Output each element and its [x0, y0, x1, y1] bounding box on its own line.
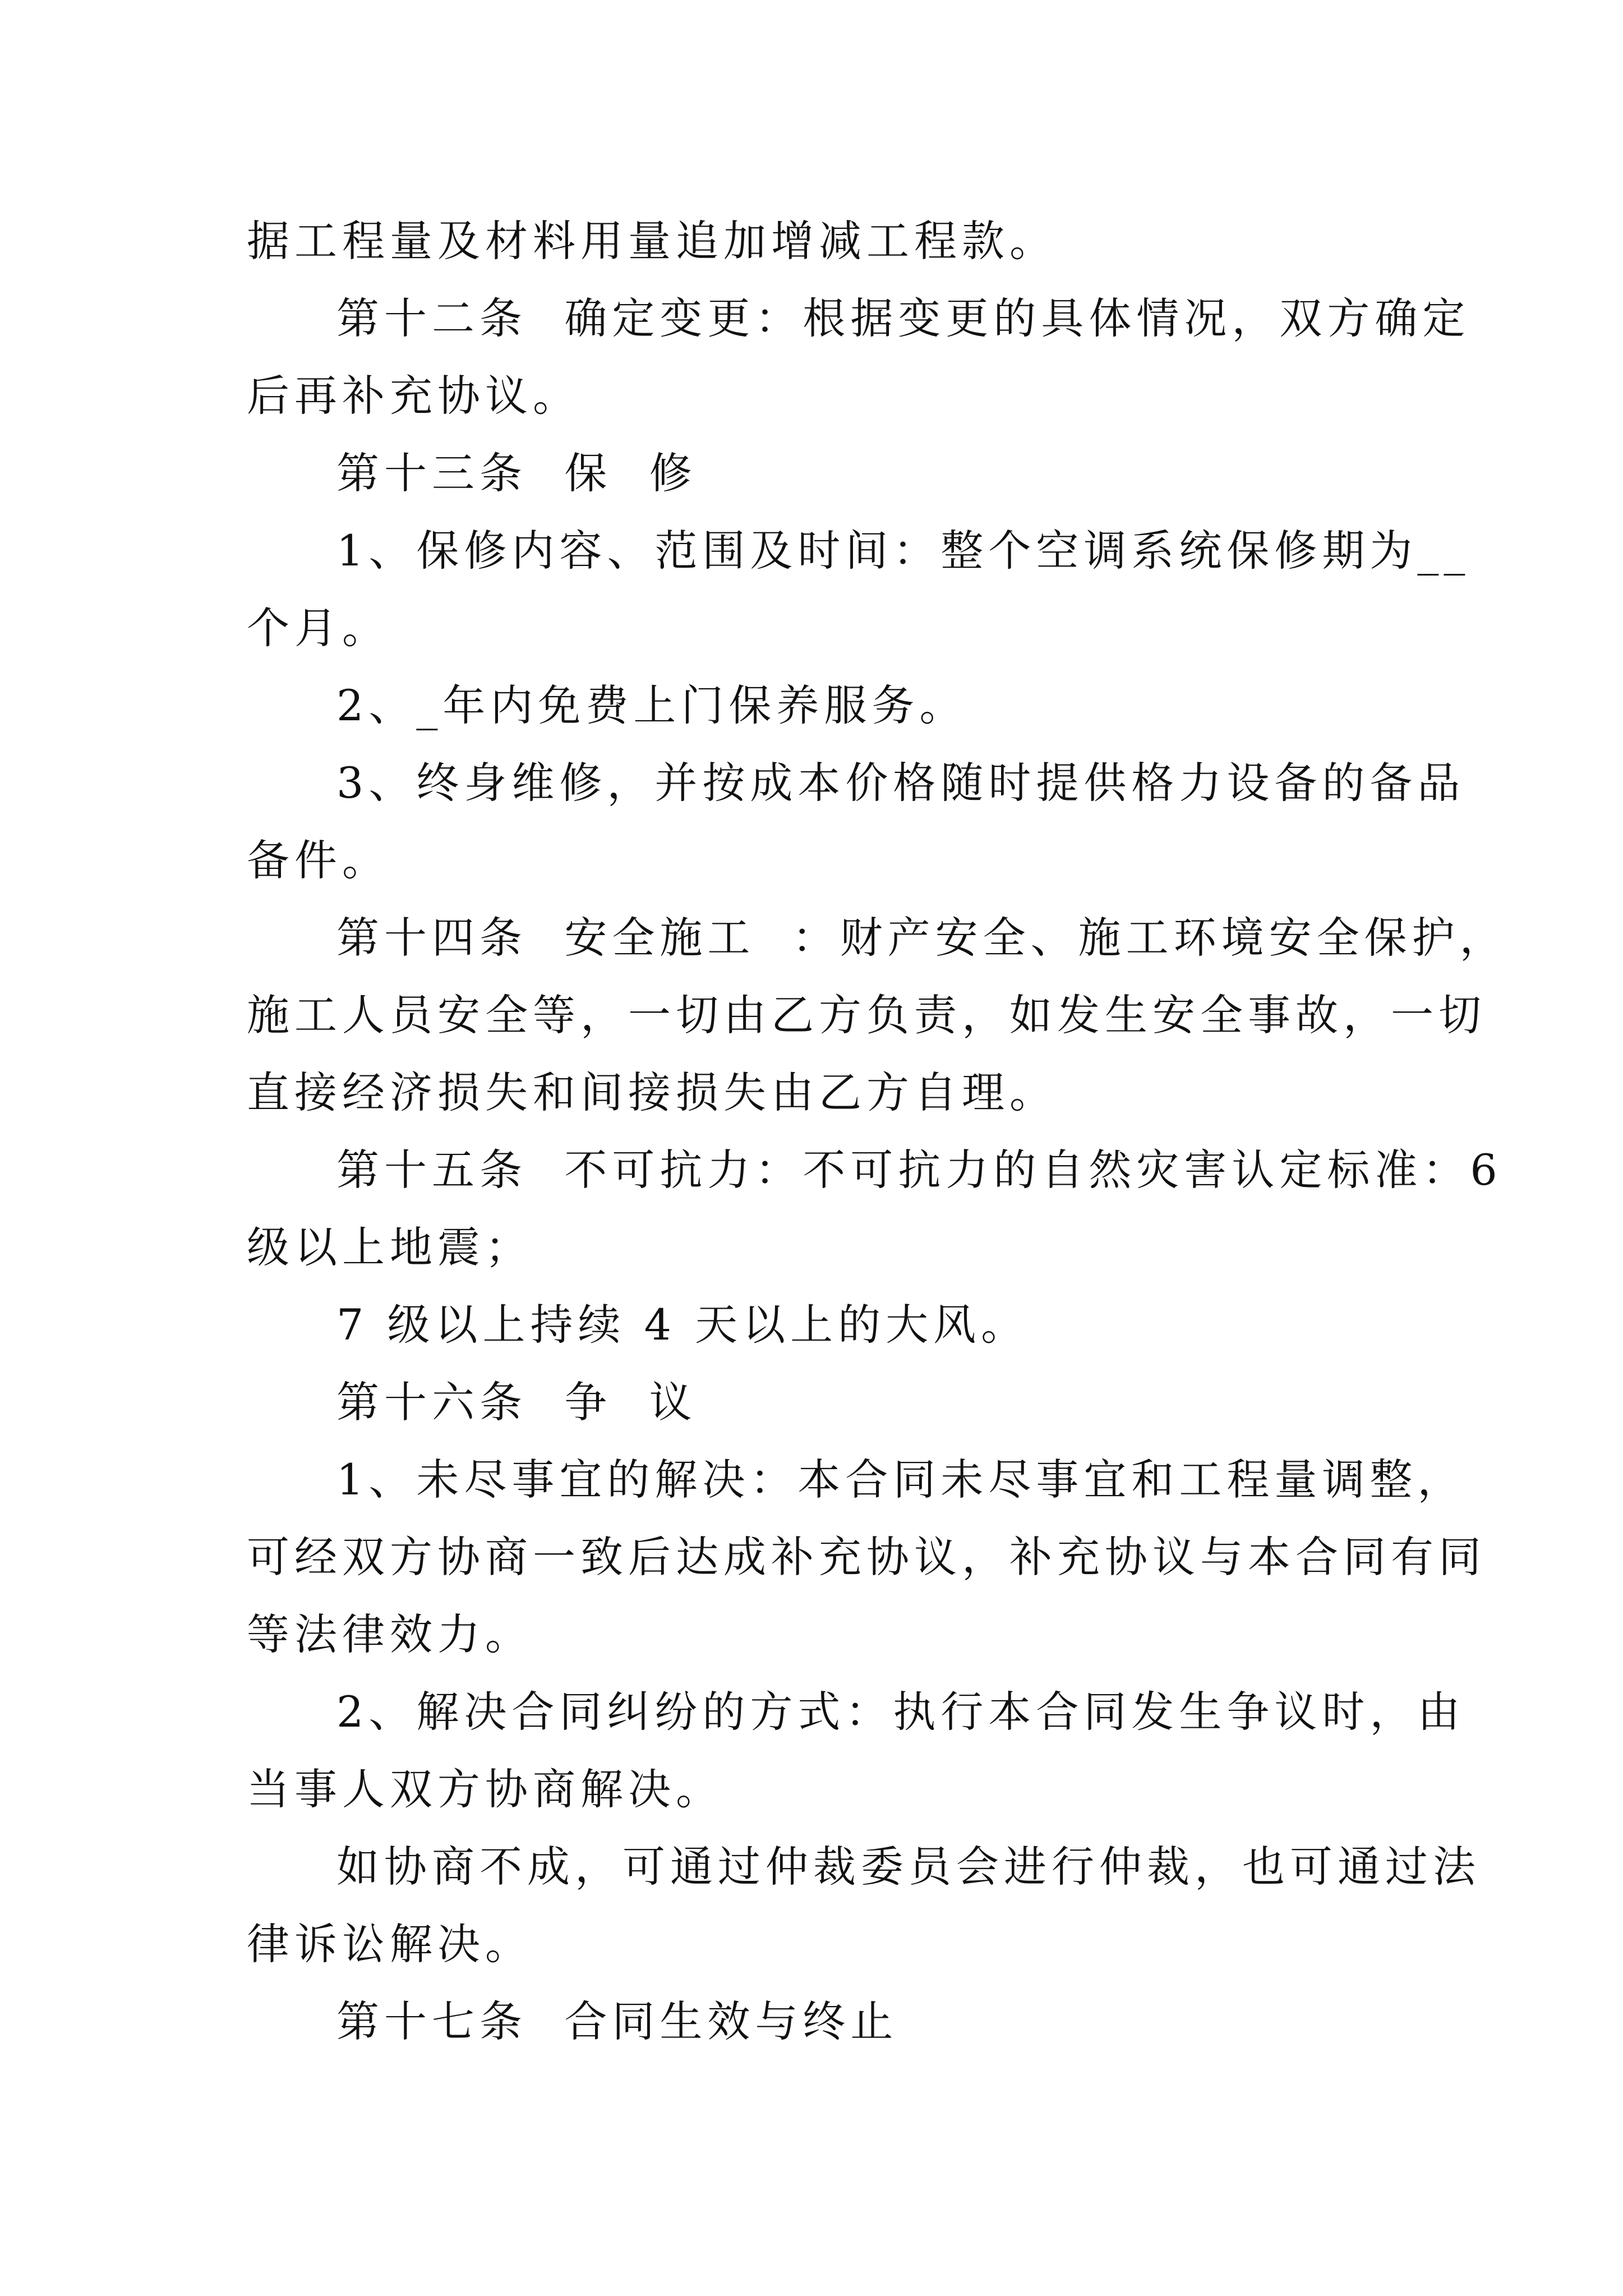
text-line: 可经双方协商一致后达成补充协议，补充协议与本合同有同 — [247, 1532, 1486, 1582]
text-line: 第十四条 安全施工 ：财产安全、施工环境安全保护， — [336, 913, 1507, 963]
text-line: 第十三条 保 修 — [336, 448, 697, 498]
text-line: 等法律效力。 — [247, 1609, 533, 1659]
text-line: 个月。 — [247, 603, 390, 653]
text-line: 当事人双方协商解决。 — [247, 1764, 723, 1814]
text-line: 后再补充协议。 — [247, 371, 580, 421]
text-line: 第十二条 确定变更：根据变更的具体情况，双方确定 — [336, 293, 1470, 343]
text-line: 如协商不成，可通过仲裁委员会进行仲裁，也可通过法 — [336, 1842, 1481, 1892]
text-line: 2、解决合同纠纷的方式：执行本合同发生争议时，由 — [336, 1687, 1465, 1737]
text-line: 3、终身维修，并按成本价格随时提供格力设备的备品 — [336, 758, 1465, 808]
text-line: 据工程量及材料用量追加增减工程款。 — [247, 216, 1057, 266]
text-line: 直接经济损失和间接损失由乙方自理。 — [247, 1068, 1057, 1117]
text-line: 7 级以上持续 4 天以上的大风。 — [336, 1300, 1029, 1350]
text-line: 1、未尽事宜的解决：本合同未尽事宜和工程量调整， — [336, 1455, 1465, 1504]
text-line: 备件。 — [247, 835, 390, 885]
text-line: 第十五条 不可抗力：不可抗力的自然灾害认定标准：6 — [336, 1145, 1502, 1195]
text-line: 第十七条 合同生效与终止 — [336, 1996, 898, 2046]
text-line: 1、保修内容、范围及时间：整个空调系统保修期为__ — [336, 526, 1470, 576]
text-line: 律诉讼解决。 — [247, 1919, 533, 1969]
text-line: 第十六条 争 议 — [336, 1377, 697, 1427]
text-line: 级以上地震； — [247, 1222, 533, 1272]
text-line: 施工人员安全等，一切由乙方负责，如发生安全事故，一切 — [247, 990, 1486, 1040]
text-line: 2、_年内免费上门保养服务。 — [336, 680, 967, 730]
